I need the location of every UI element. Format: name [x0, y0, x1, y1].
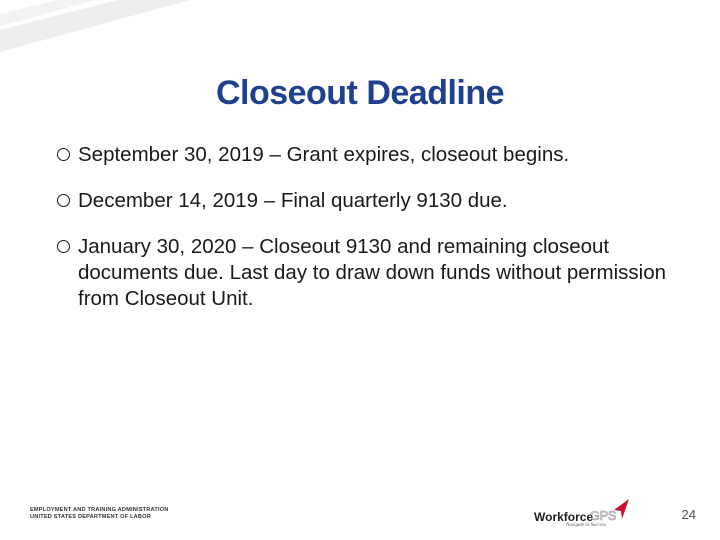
agency-name: EMPLOYMENT AND TRAINING ADMINISTRATION — [30, 507, 169, 513]
hollow-circle-bullet-icon — [57, 240, 70, 253]
logo-tagline: Navigate to Success — [566, 523, 606, 528]
corner-stripes-decoration — [0, 0, 200, 60]
red-arrow-icon — [612, 498, 630, 520]
bullet-list — [56, 142, 696, 332]
hollow-circle-bullet-icon — [57, 148, 70, 161]
logo-wordmark: Workforce — [534, 510, 594, 524]
bullet-item — [56, 188, 696, 214]
bullet-item — [56, 234, 696, 312]
bullet-text: September 30, 2019 – Grant expires, closeout begins. — [78, 143, 570, 166]
department-name: UNITED STATES DEPARTMENT OF LABOR — [30, 514, 151, 520]
agency-footer-logo — [30, 507, 169, 521]
page-number: 24 — [681, 507, 696, 522]
logo-wordmark-suffix: GPS — [590, 509, 617, 523]
workforcegps-logo — [534, 498, 630, 532]
bullet-item — [56, 142, 696, 168]
bullet-text: January 30, 2020 – Closeout 9130 and remaining closeout documents due. Last day to draw down funds without permission from Closeout Unit. — [78, 235, 666, 310]
bullet-text: December 14, 2019 – Final quarterly 9130 due. — [78, 189, 508, 212]
slide-title: Closeout Deadline — [215, 74, 505, 112]
hollow-circle-bullet-icon — [57, 194, 70, 207]
